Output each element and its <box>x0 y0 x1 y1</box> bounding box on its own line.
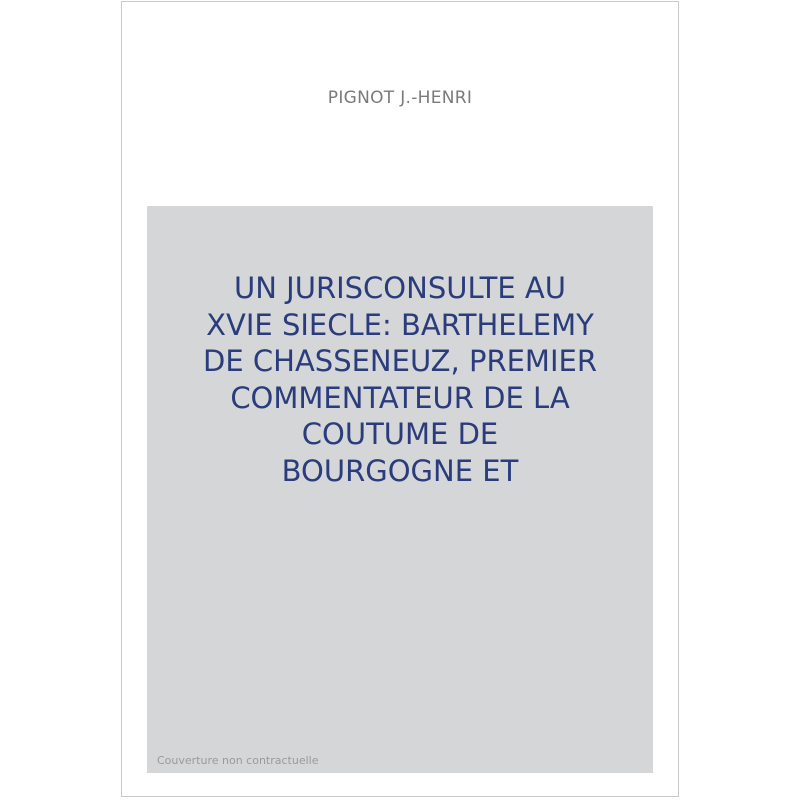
cover-disclaimer: Couverture non contractuelle <box>157 754 319 767</box>
book-title: UN JURISCONSULTE AU XVIE SIECLE: BARTHELEMY DE CHASSENEUZ, PREMIER COMMENTATEUR DE LA COUTUME DE BOURGOGNE ET <box>203 271 597 488</box>
author-name: PIGNOT J.-HENRI <box>327 88 473 108</box>
title-panel <box>147 206 653 773</box>
